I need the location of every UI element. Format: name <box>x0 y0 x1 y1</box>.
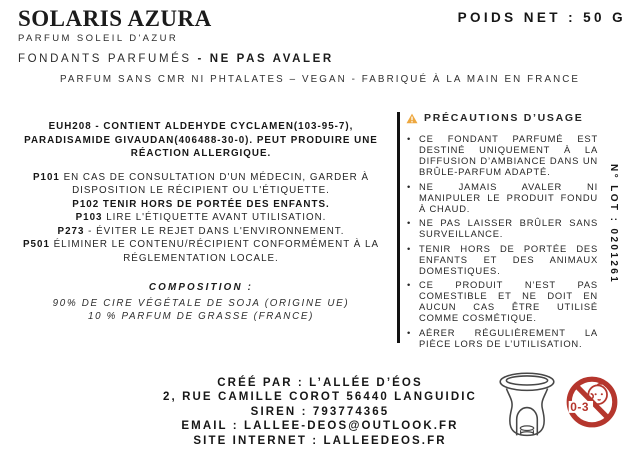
precaution-item: • NE JAMAIS AVALER NI MANIPULER LE PRODUIT FONDU À CHAUD. <box>406 181 598 214</box>
p-statement-p273: P273 - ÉVITER LE REJET DANS L'ENVIRONNEMENT. <box>57 225 345 237</box>
brand-block <box>18 6 334 65</box>
p-statement-p102: P102 TENIR HORS DE PORTÉE DES ENFANTS. <box>72 198 330 210</box>
precautions-section <box>406 112 598 352</box>
age-warning-label: 0-3 <box>570 399 590 414</box>
p-statement-p101: P101 EN CAS DE CONSULTATION D'UN MÉDECIN, GARDER À DISPOSITION LE RÉCIPIENT OU L'ÉTIQUETTE. <box>32 171 370 196</box>
no-children-0-3-icon <box>563 373 621 431</box>
warning-triangle-icon <box>406 113 418 124</box>
p-statement-p501: P501 ÉLIMINER LE CONTENU/RÉCIPIENT CONFORMÉMENT À LA RÉGLEMENTATION LOCALE. <box>23 239 379 264</box>
precaution-item: • CE FONDANT PARFUMÉ EST DESTINÉ UNIQUEMENT À LA DIFFUSION D’AMBIANCE DANS UN BRÛLE-PARFUM ADAPTÉ. <box>406 133 598 177</box>
product-type-line <box>18 53 334 65</box>
composition-line: 10 % PARFUM DE GRASSE (FRANCE) <box>87 311 315 322</box>
p-statements <box>12 171 390 266</box>
precautions-header <box>406 112 598 124</box>
composition-block <box>12 281 390 324</box>
euh208-statement: EUH208 - CONTIENT ALDEHYDE CYCLAMEN(103-95-7), PARADISAMIDE GIVAUDAN(406488-30-0). PEUT PRODUIRE UNE RÉACTION ALLERGIQUE. <box>24 121 378 159</box>
oil-burner-icon <box>497 372 557 439</box>
product-subtitle: PARFUM SOLEIL D'AZUR <box>18 33 179 44</box>
composition-line: 90% DE CIRE VÉGÉTALE DE SOJA (ORIGINE UE) <box>52 297 350 309</box>
footer-line: EMAIL : LALLEE-DEOS@OUTLOOK.FR <box>181 420 459 433</box>
composition-title: COMPOSITION : <box>148 282 254 293</box>
composition-lines <box>12 297 390 324</box>
precaution-item: • NE PAS LAISSER BRÛLER SANS SURVEILLANCE. <box>406 217 598 239</box>
column-divider <box>397 112 400 343</box>
footer-line: SITE INTERNET : LALLEEDEOS.FR <box>193 434 447 447</box>
precautions-list <box>406 133 598 349</box>
precaution-item: • CE PRODUIT N’EST PAS COMESTIBLE ET NE DOIT EN AUCUN CAS ÊTRE UTILISÉ COMME COSMÉTIQUE. <box>406 279 598 323</box>
footer-line: SIREN : 793774365 <box>250 405 390 418</box>
do-not-swallow-warning: - NE PAS AVALER <box>197 53 334 65</box>
product-name: SOLARIS AZURA <box>18 6 212 31</box>
tagline: PARFUM SANS CMR NI PHTALATES – VEGAN - FABRIQUÉ À LA MAIN EN FRANCE <box>59 74 581 85</box>
precautions-title: PRÉCAUTIONS D’USAGE <box>424 112 584 124</box>
footer-line: 2, RUE CAMILLE COROT 56440 LANGUIDIC <box>163 391 477 404</box>
footer-line: CRÉÉ PAR : L’ALLÉE D’ÉOS <box>217 377 423 389</box>
p-statement-p103: P103 LIRE L'ÉTIQUETTE AVANT UTILISATION. <box>75 212 327 223</box>
product-type: FONDANTS PARFUMÉS <box>18 53 192 65</box>
lot-number: N° LOT : 0201261 <box>608 164 619 285</box>
precaution-item: • AÉRER RÉGULIÈREMENT LA PIÈCE LORS DE L’UTILISATION. <box>406 327 598 349</box>
precaution-item: • TENIR HORS DE PORTÉE DES ENFANTS ET DES ANIMAUX DOMESTIQUES. <box>406 243 598 276</box>
hazard-statements-section <box>12 120 390 324</box>
net-weight: POIDS NET : 50 G <box>457 10 626 25</box>
